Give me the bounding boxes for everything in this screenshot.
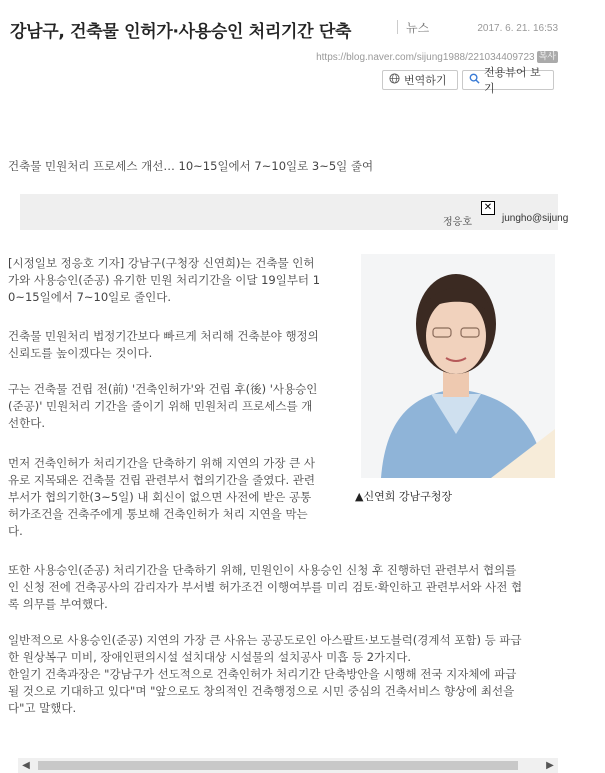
paragraph-line: 될 것으로 기대하고 있다"며 "앞으로도 창의적인 건축행정으로 시민 중심의 건축서비스 향상에 최선을	[8, 684, 515, 698]
paragraph-6	[8, 632, 558, 717]
scrollbar-thumb[interactable]	[38, 761, 518, 770]
byline-bar	[20, 194, 558, 230]
paragraph-line: 허가조건을 건축주에게 통보해 건축인허가 처리 지연을 막는	[8, 507, 308, 521]
translate-label: 번역하기	[404, 74, 447, 87]
paragraph-line: 다"고 말했다.	[8, 701, 77, 715]
paragraph-line: 인 신청 전에 건축공사의 감리자가 부서별 허가조건 이행여부를 미리 검토·확인하고 관련부서와 사전 협	[8, 580, 523, 594]
scroll-right-arrow-icon[interactable]: ▶	[546, 760, 554, 771]
paragraph-line: (준공)' 민원처리 기간을 줄이기 위해 민원처리 프로세스를 개	[8, 399, 313, 413]
paragraph-line: 다.	[8, 524, 23, 538]
paragraph-line: 록 의무를 부여했다.	[8, 597, 108, 611]
paragraph-line: 건축물 민원처리 법정기간보다 빠르게 처리해 건축분야 행정의	[8, 329, 319, 343]
paragraph-line: 유로 지목돼온 건축물 건립 관련부서 협의기간을 줄였다. 관련	[8, 473, 315, 487]
paragraph-2	[8, 328, 343, 362]
photo-caption: ▲신연희 강남구청장	[355, 490, 452, 503]
paragraph-line: 0~15일에서 7~10일로 줄인다.	[8, 290, 172, 304]
paragraph-3	[8, 381, 343, 432]
copy-url-button[interactable]: 복사	[538, 52, 556, 62]
paragraph-line: 부서가 협의기한(3~5일) 내 회신이 없으면 사전에 받은 공통	[8, 490, 312, 504]
portrait-photo	[361, 254, 555, 478]
title-separator	[397, 20, 398, 34]
paragraph-line: 일반적으로 사용승인(준공) 지연의 가장 큰 사유는 공공도로인 아스팔트·보도블럭(경계석 포함) 등 파급	[8, 633, 522, 647]
viewer-label: 전용뷰어 보기	[484, 66, 541, 95]
post-url-row	[316, 51, 558, 63]
globe-icon	[389, 73, 400, 87]
translate-button[interactable]	[382, 70, 458, 90]
paragraph-line: 한일기 건축과장은 "강남구가 선도적으로 건축인허가 처리기간 단축방안을 시행해 전국 지자체에 파급	[8, 667, 517, 681]
viewer-button[interactable]	[462, 66, 554, 95]
reporter-name: 정응호	[443, 217, 472, 228]
paragraph-line: 구는 건축물 건립 전(前) '건축인허가'와 건립 후(後) '사용승인	[8, 382, 318, 396]
paragraph-5	[8, 562, 558, 613]
paragraph-line: 또한 사용승인(준공) 처리기간을 단축하기 위해, 민원인이 사용승인 신청 후 진행하던 관련부서 협의를	[8, 563, 517, 577]
paragraph-line: 신뢰도를 높이겠다는 것이다.	[8, 346, 153, 360]
paragraph-line: 먼저 건축인허가 처리기간을 단축하기 위해 지연의 가장 큰 사	[8, 456, 315, 470]
post-url[interactable]: https://blog.naver.com/sijung1988/221034409723	[316, 51, 535, 63]
paragraph-line: 선한다.	[8, 416, 45, 430]
paragraph-1	[8, 255, 343, 306]
paragraph-4	[8, 455, 343, 540]
post-title: 강남구, 건축물 인허가·사용승인 처리기간 단축	[10, 22, 352, 42]
broken-image-icon: ✕	[481, 201, 495, 215]
paragraph-line: 한 원상복구 미비, 장애인편의시설 설치대상 시설물의 설치공사 미흡 등 2가지다.	[8, 650, 412, 664]
article-subtitle: 건축물 민원처리 프로세스 개선… 10~15일에서 7~10일로 3~5일 줄여	[8, 159, 374, 173]
post-date: 2017. 6. 21. 16:53	[477, 23, 558, 34]
paragraph-line: [시정일보 정응호 기자] 강남구(구청장 신연희)는 건축물 인허	[8, 256, 315, 270]
search-icon	[469, 73, 480, 87]
scroll-left-arrow-icon[interactable]: ◀	[22, 760, 30, 771]
paragraph-line: 가와 사용승인(준공) 유기한 민원 처리기간을 이달 19일부터 1	[8, 273, 321, 287]
reporter-email[interactable]: jungho@sijung	[502, 213, 569, 224]
post-category[interactable]: 뉴스	[406, 21, 430, 35]
horizontal-scrollbar[interactable]	[18, 758, 558, 773]
